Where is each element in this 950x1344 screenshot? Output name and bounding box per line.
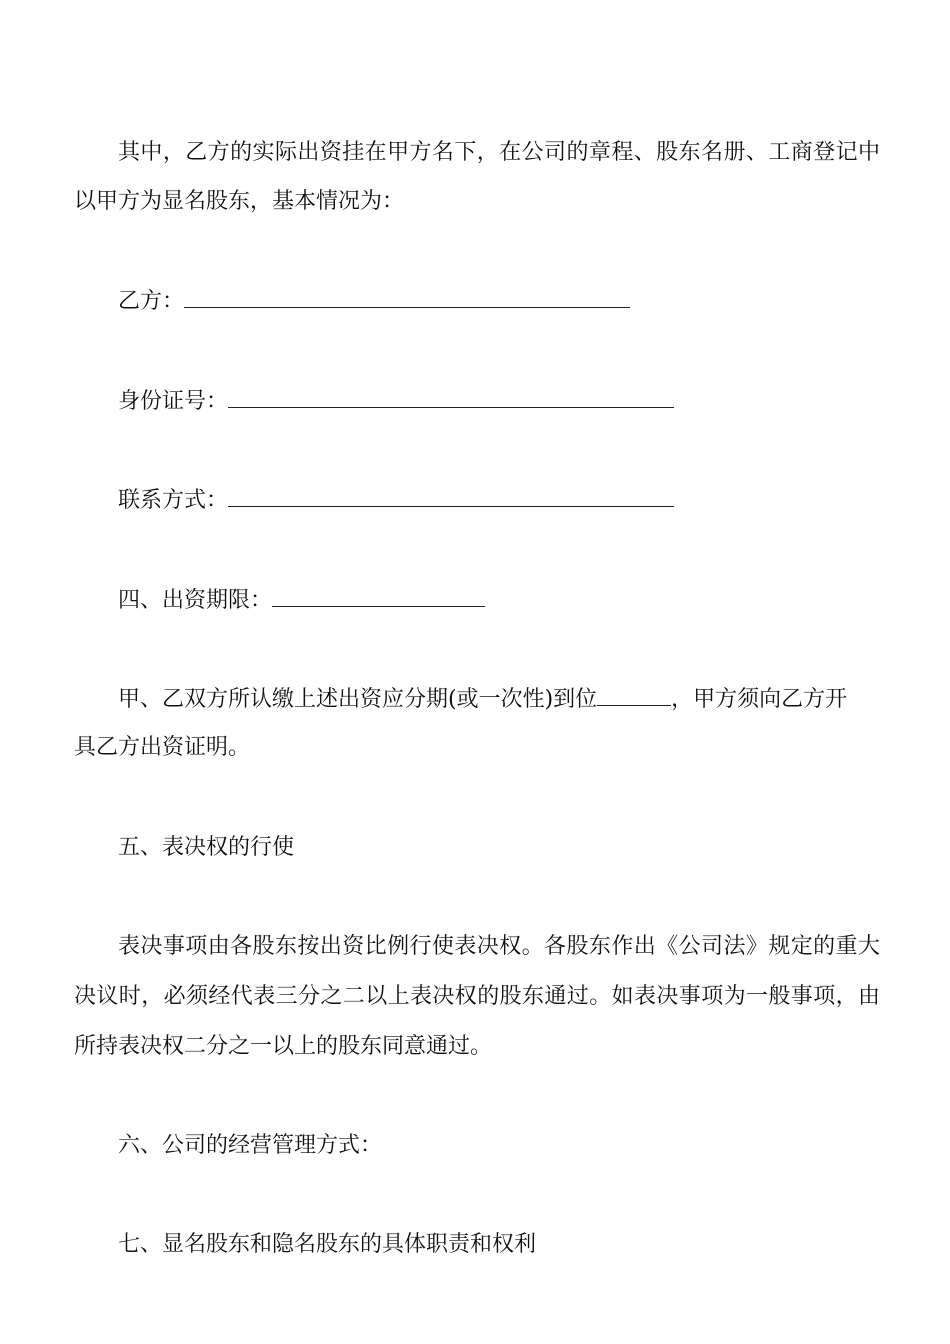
- field-party-b-blank[interactable]: [184, 287, 630, 308]
- section-5-heading: 五、表决权的行使: [118, 835, 295, 860]
- paragraph-2-line-2: 具乙方出资证明。: [74, 735, 251, 760]
- field-party-b-label: 乙方：: [118, 289, 185, 314]
- field-contact-label: 联系方式：: [118, 488, 229, 513]
- field-contact: [118, 486, 880, 515]
- section-4-label: 四、出资期限：: [118, 588, 273, 613]
- field-contact-blank[interactable]: [228, 486, 674, 507]
- field-id-number-label: 身份证号：: [118, 389, 229, 414]
- field-party-b: [118, 287, 880, 316]
- section-4: [118, 586, 880, 615]
- field-id-number: [118, 387, 880, 416]
- field-id-number-blank[interactable]: [228, 387, 674, 408]
- paragraph-2-line-1: [118, 685, 880, 714]
- section-4-blank[interactable]: [272, 586, 485, 607]
- section-6-heading: 六、公司的经营管理方式：: [118, 1133, 383, 1158]
- paragraph-3-line-1: 表决事项由各股东按出资比例行使表决权。各股东作出《公司法》规定的重大: [118, 934, 880, 959]
- section-7-heading: 七、显名股东和隐名股东的具体职责和权利: [118, 1232, 537, 1257]
- paragraph-1-line-1: 其中，乙方的实际出资挂在甲方名下，在公司的章程、股东名册、工商登记中: [118, 140, 880, 165]
- paragraph-2-blank[interactable]: [597, 685, 671, 706]
- paragraph-3-line-3: 所持表决权二分之一以上的股东同意通过。: [74, 1034, 493, 1059]
- paragraph-2-text-a: 甲、乙双方所认缴上述出资应分期(或一次性)到位: [118, 687, 598, 712]
- paragraph-2-text-b: ，甲方须向乙方开: [671, 687, 848, 712]
- paragraph-3-line-2: 决议时，必须经代表三分之二以上表决权的股东通过。如表决事项为一般事项，由: [74, 984, 880, 1009]
- paragraph-1-line-2: 以甲方为显名股东，基本情况为：: [74, 189, 405, 214]
